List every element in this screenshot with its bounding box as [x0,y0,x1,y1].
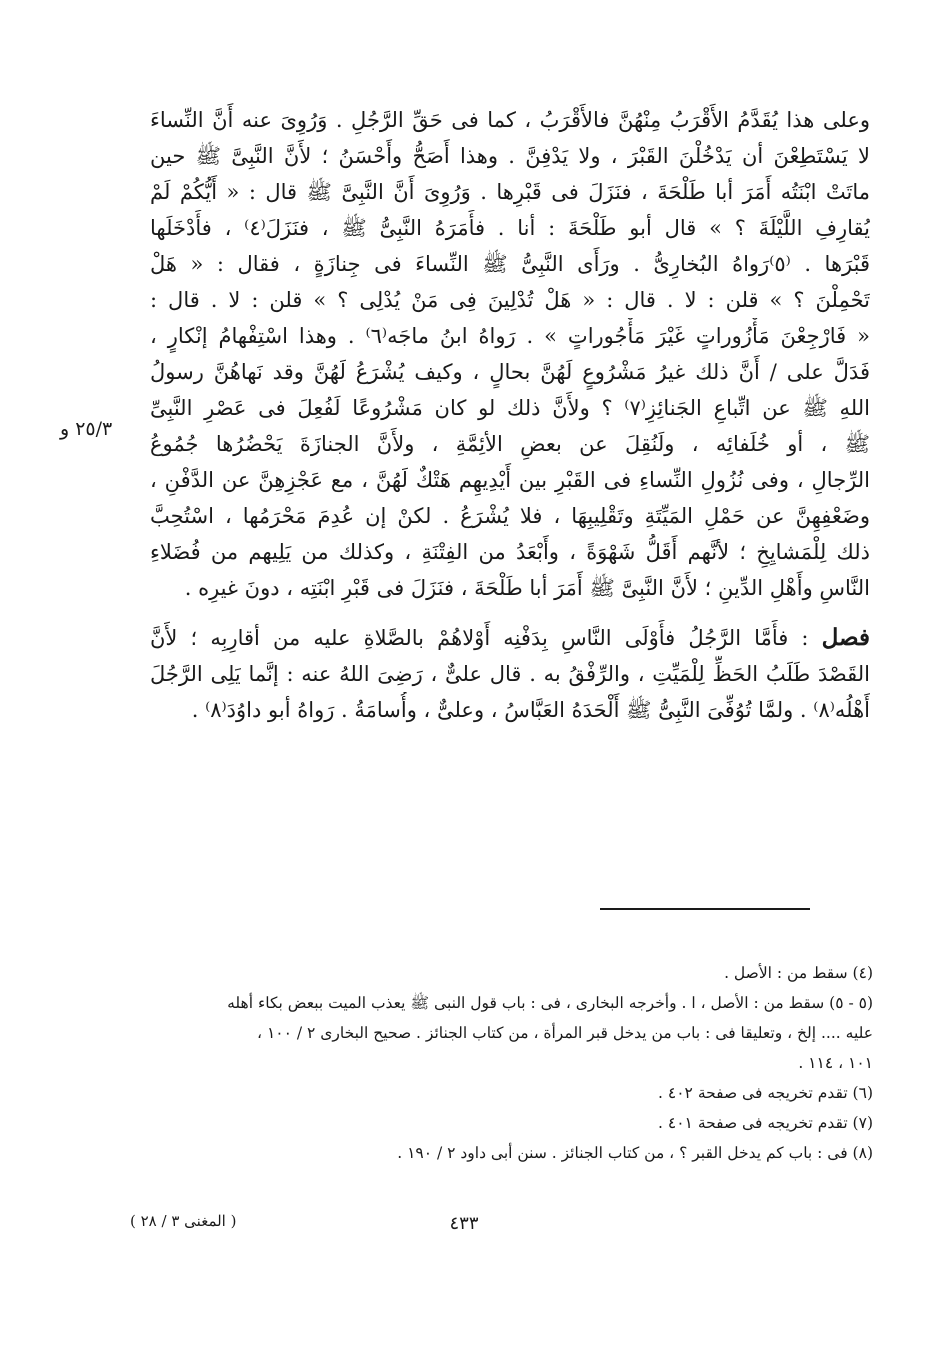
main-text [150,102,870,728]
text-line: قَبْرَها . ⁽٥⁾رَواهُ البُخارِىُّ . ورَأَى النَّبِىُّ ﷺ النِّساءَ فى جِنازَةٍ ، فقال : « هَلْ [150,252,870,276]
section-heading: فصل [821,624,870,651]
footnote-divider [600,908,810,910]
book-reference: ( المغنى ٣ / ٢٨ ) [130,1212,237,1230]
text-line: تَحْمِلْنَ ؟ » قلن : لا . قال : « هَلْ تُدْلِينَ فِى مَنْ يُدْلِى ؟ » قلن : لا . قال : [150,288,870,312]
footnote-line: عليه .... إلخ ، وتعليقا فى : باب من يدخل قبر المرأة ، من كتاب الجنائز . صحيح البخارى ٢ / ١٠٠ ، [257,1024,873,1042]
footnote-line: (٤) سقط من : الأصل . [724,964,873,982]
section-first-line [150,620,870,656]
text-line: ماتَتْ ابْنَتُه أَمَرَ أبا طَلْحَةَ ، فنَزَلَ فى قَبْرِها . وَرُوِىَ أَنَّ النَّبِىَّ ﷺ قال : « أَيُّكُمْ لَمْ [150,180,870,204]
text-line: وعلى هذا يُقَدَّمُ الأَقْرَبُ مِنْهُنَّ فالأَقْرَبُ ، كما فى حَقِّ الرَّجُلِ . وَرُوِىَ عنه أَنَّ النِّساءَ [150,108,870,132]
text-line: فَدَلَّ على / أَنَّ ذلك غيرُ مَشْرُوعٍ لَهُنَّ بحالٍ ، وكيف يُشْرَعُ لَهُنَّ وقد نَهاهُنَّ رسولُ [150,360,870,384]
section-line: أَهْلُه⁽٨⁾ . ولمَّا تُوُفِّىَ النَّبِىُّ ﷺ أَلْحَدَهُ العَبَّاسُ ، وعلىٌّ ، وأُسامَةُ . رَواهُ أبو داوُدَ⁽٨⁾ . [191,698,870,722]
text-line: ذلك لِلْمَشايِخِ ؛ لأنَّهم أَقَلُّ شَهْوَةً ، وأَبْعَدُ من الفِتْنَةِ ، وكذلك من يَلِيهم من فُضَلاءِ [150,540,870,564]
footnotes [155,958,873,1168]
text-line: الرِّجالِ ، وفى نُزُولِ النِّساءِ فى القَبْرِ بين أَيْدِيهِم هَتْكٌ لَهُنَّ ، مع عَجْزِهِنَّ عن الدَّفْنِ ، [150,468,870,492]
footnote-line: ١٠١ ، ١١٤ . [798,1054,873,1072]
margin-folio-note: ٢٥/٣ و [60,418,113,440]
text-line: اللهِ ﷺ عن اتِّباعِ الجَنائِزِ⁽٧⁾ ؟ ولأَنَّ ذلك لو كان مَشْرُوعًا لَفُعِلَ فى عَصْرِ النَّبِىِّ [150,396,870,420]
text-line: ﷺ ، أو خُلَفائِه ، ولَنُقِلَ عن بعضِ الأئِمَّةِ ، ولأَنَّ الجنازَةَ يَحْضُرُها جُمُوعُ [150,432,870,456]
text-line: لا يَسْتَطِعْنَ أن يَدْخُلْنَ القَبْرَ ، ولا يَدْفِنَّ . وهذا أَصَحُّ وأَحْسَنُ ؛ لأَنَّ النَّبِىَّ ﷺ حين [150,144,870,168]
section-block [150,620,870,728]
footnote-line: (٥ - ٥) سقط من : الأصل ، ا . وأخرجه البخارى ، فى : باب قول النبى ﷺ يعذب الميت ببعض بكاء أهله [227,994,873,1012]
text-line: « فَارْجِعْنَ مَأْزُوراتٍ غَيْرَ مَأْجُوراتٍ » . رَواهُ ابنُ ماجَه⁽٦⁾ . وهذا اسْتِفْهامُ إنْكارٍ ، [150,324,870,348]
footnote-line: (٧) تقدم تخريجه فى صفحة ٤٠١ . [658,1114,873,1132]
text-line: يُقارِفِ اللَّيْلَةَ ؟ » قال أبو طَلْحَةَ : أنا . فأَمَرَهُ النَّبِىُّ ﷺ ، فنَزَلَ⁽٤⁾ ، فأَدْخَلَها [150,216,870,240]
section-line: القَصْدَ طَلَبُ الحَظِّ لِلْمَيِّتِ ، والرِّفْقُ به . قال علىٌّ ، رَضِىَ اللهُ عنه : إنَّما يَلِى الرَّجُلَ [150,662,870,686]
text-line: النَّاسِ وأَهْلِ الدِّينِ ؛ لأَنَّ النَّبِىَّ ﷺ أَمَرَ أبا طَلْحَةَ ، فنَزَلَ فى قَبْرِ ابْنَتِه ، دونَ غيرِه . [184,576,870,600]
page-number: ٤٣٣ [449,1213,479,1234]
text-line: وضَعْفِهِنَّ عن حَمْلِ المَيِّتَةِ وتَقْلِيبِهَا ، فلا يُشْرَعُ . لكنْ إن عُدِمَ مَحْرَمُها ، اسْتُحِبَّ [150,504,870,528]
footnote-line: (٦) تقدم تخريجه فى صفحة ٤٠٢ . [658,1084,873,1102]
footnote-line: (٨) فى : باب كم يدخل القبر ؟ ، من كتاب الجنائز . سنن أبى داود ٢ / ١٩٠ . [397,1144,873,1162]
section-line-text: : فأَمَّا الرَّجُلُ فأَوْلَى النَّاسِ بِدَفْنِه أَوْلاهُمْ بالصَّلاةِ عليه من أقارِبِه ؛ لأَنَّ [150,626,809,650]
